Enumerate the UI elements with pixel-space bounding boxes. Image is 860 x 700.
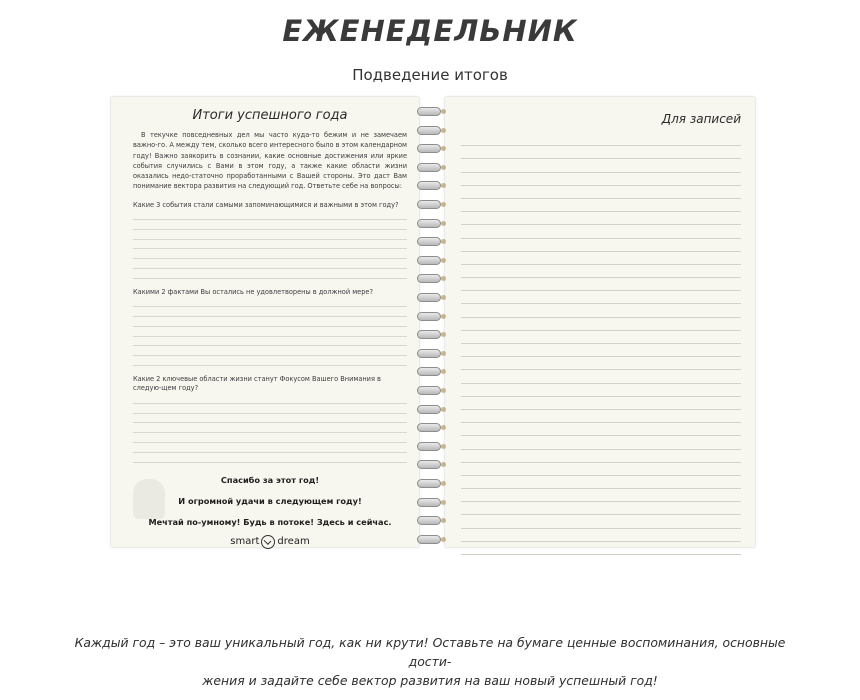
left-page: [111, 97, 419, 547]
footer-line-1: Каждый год – это ваш уникальный год, как ни крути! Оставьте на бумаге ценные воспоминания, основные дости-: [74, 635, 786, 669]
spiral-ring: [417, 219, 441, 228]
spiral-ring: [417, 386, 441, 395]
spiral-ring: [417, 293, 441, 302]
spiral-ring: [417, 312, 441, 321]
spiral-ring: [417, 535, 441, 544]
spiral-ring: [417, 330, 441, 339]
spiral-ring: [417, 181, 441, 190]
spiral-ring: [417, 237, 441, 246]
closing-line-1: Спасибо за этот год!: [220, 474, 320, 485]
spiral-ring: [417, 367, 441, 376]
spiral-ring: [417, 479, 441, 488]
closing-line-2: И огромной удачи в следующем году!: [178, 495, 362, 506]
brand-logo: [133, 535, 407, 549]
answer-lines-1: [133, 210, 407, 279]
intro-paragraph: В текучке повседневных дел мы часто куда-то бежим и не замечаем важно-го. А между тем, сколько всего интересного было в этом календарном году! Важно заякорить в сознании, какие основные достижения или яркие события случились с Вами в этом году, а также какие области жизни оказались недо-статочно проработанными с Вашей стороны. Это даст Вам понимание вектора развития на следующий год. Ответьте себе на вопросы:: [133, 131, 407, 191]
spiral-ring: [417, 349, 441, 358]
left-page-content: [133, 97, 407, 549]
right-page-heading: Для записей: [661, 112, 741, 126]
smart-dream-logo-icon: [261, 535, 275, 549]
footer-line-2: жения и задайте себе вектор развития на ваш новый успешный год!: [202, 673, 658, 688]
spiral-ring: [417, 442, 441, 451]
question-3: Какие 2 ключевые области жизни станут Фокусом Вашего Внимания в следую-щем году?: [133, 374, 381, 393]
page-subtitle: Подведение итогов: [352, 66, 508, 84]
spiral-ring: [417, 256, 441, 265]
spiral-ring: [417, 405, 441, 414]
brand-right: dream: [277, 536, 310, 548]
spiral-ring: [417, 498, 441, 507]
spiral-ring: [417, 163, 441, 172]
notebook-photo: [111, 97, 755, 547]
closing-line-3: Мечтай по-умному! Будь в потоке! Здесь и сейчас.: [148, 516, 392, 527]
right-page: [445, 97, 755, 547]
footer-caption: [60, 633, 800, 690]
spiral-ring: [417, 126, 441, 135]
notes-lines: [461, 133, 741, 555]
spiral-ring: [417, 516, 441, 525]
spiral-ring: [417, 460, 441, 469]
spiral-ring: [417, 200, 441, 209]
spiral-ring: [417, 107, 441, 116]
answer-lines-3: [133, 394, 407, 463]
spiral-ring: [417, 144, 441, 153]
page-title: ЕЖЕНЕДЕЛЬНИК: [282, 14, 578, 48]
question-2: Какими 2 фактами Вы остались не удовлетворены в должной мере?: [133, 287, 373, 296]
spiral-ring: [417, 423, 441, 432]
question-1: Какие 3 события стали самыми запоминающимися и важными в этом году?: [133, 200, 399, 209]
brand-left: smart: [230, 536, 260, 548]
spiral-binding: [411, 97, 453, 547]
answer-lines-2: [133, 297, 407, 366]
left-page-heading: Итоги успешного года: [192, 108, 348, 123]
spiral-ring: [417, 274, 441, 283]
